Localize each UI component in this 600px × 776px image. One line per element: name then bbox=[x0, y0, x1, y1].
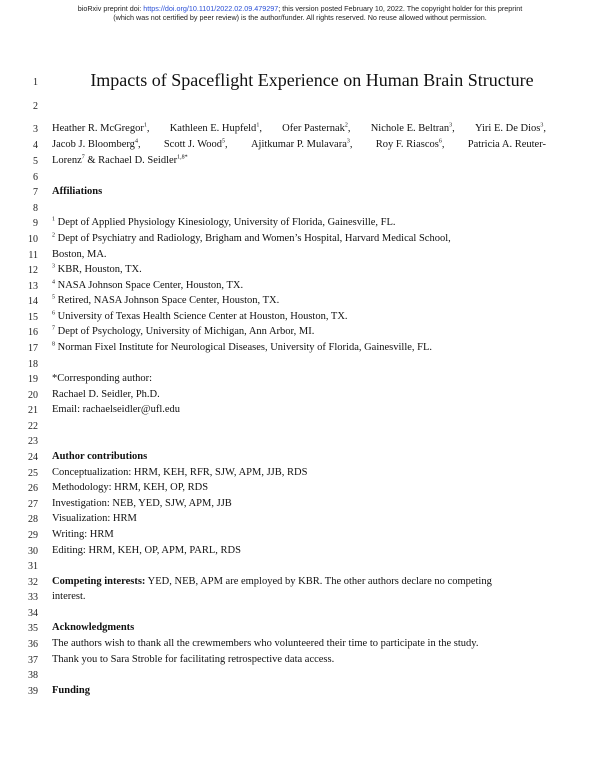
affiliation-item: $^6$ University of Texas Health Science Center at Houston, Houston, TX. bbox=[52, 310, 348, 322]
contribution-item: Methodology: HRM, KEH, OP, RDS bbox=[52, 482, 209, 493]
acknowledgments-text: The authors wish to thank all the crewmembers who volunteered their time to participate in the study. bbox=[52, 638, 479, 649]
line-number: 20 bbox=[28, 390, 38, 401]
line-number: 5 bbox=[33, 156, 38, 167]
line-number: 34 bbox=[28, 608, 38, 619]
author: Ofer Pasternak$^2$, bbox=[282, 122, 351, 134]
line-number: 1 bbox=[33, 77, 38, 88]
contribution-item: Investigation: NEB, YED, SJW, APM, JJB bbox=[52, 498, 232, 509]
corresponding-email[interactable]: Email: rachaelseidler@ufl.edu bbox=[52, 404, 181, 415]
author: Scott J. Wood$^5$, bbox=[163, 138, 228, 150]
line-number: 38 bbox=[28, 670, 38, 681]
line-number: 8 bbox=[33, 203, 38, 214]
line-number: 27 bbox=[28, 499, 38, 510]
affiliations-heading: Affiliations bbox=[52, 186, 103, 197]
affiliation-item: $^5$ Retired, NASA Johnson Space Center, Houston, TX. bbox=[52, 294, 280, 306]
line-number: 36 bbox=[28, 639, 38, 650]
line-number: 24 bbox=[28, 452, 38, 463]
author: Ajitkumar P. Mulavara$^3$, bbox=[250, 138, 353, 150]
acknowledgments-text: Thank you to Sara Stroble for facilitating retrospective data access. bbox=[52, 654, 335, 665]
contributions-heading: Author contributions bbox=[52, 451, 148, 462]
competing-interests: Competing interests: YED, NEB, APM are employed by KBR. The other authors declare no competing bbox=[52, 576, 492, 587]
line-number: 31 bbox=[28, 561, 38, 572]
line-number: 11 bbox=[28, 250, 38, 261]
line-number: 13 bbox=[28, 281, 38, 292]
line-number: 2 bbox=[33, 101, 38, 112]
corresponding-label: *Corresponding author: bbox=[52, 373, 153, 384]
line-number: 33 bbox=[28, 592, 38, 603]
line-number: 26 bbox=[28, 483, 38, 494]
author: Kathleen E. Hupfeld$^1$, bbox=[169, 122, 262, 134]
competing-heading: Competing interests: bbox=[52, 576, 146, 587]
author: Yiri E. De Dios$^3$, bbox=[475, 122, 546, 134]
doi-link[interactable]: https://doi.org/10.1101/2022.02.09.479297 bbox=[143, 4, 279, 13]
header-line2: (which was not certified by peer review) is the author/funder. All rights reserved. No reuse allowed without permission. bbox=[113, 13, 487, 22]
affiliation-item-cont: Boston, MA. bbox=[52, 249, 107, 260]
preprint-header bbox=[0, 4, 600, 22]
header-suffix: ; this version posted February 10, 2022. The copyright holder for this preprint bbox=[278, 4, 523, 13]
author: Roy F. Riascos$^6$, bbox=[375, 138, 445, 150]
line-number: 14 bbox=[28, 296, 38, 307]
line-number: 10 bbox=[28, 234, 38, 245]
contribution-item: Writing: HRM bbox=[52, 529, 114, 540]
line-number: 37 bbox=[28, 655, 38, 666]
competing-cont: interest. bbox=[52, 591, 86, 602]
line-number: 18 bbox=[28, 359, 38, 370]
line-number: 28 bbox=[28, 514, 38, 525]
funding-heading: Funding bbox=[52, 685, 90, 696]
acknowledgments-heading: Acknowledgments bbox=[52, 622, 135, 633]
line-number: 22 bbox=[28, 421, 38, 432]
line-number: 3 bbox=[33, 124, 38, 135]
affiliation-item: $^4$ NASA Johnson Space Center, Houston, TX. bbox=[52, 279, 244, 291]
affiliation-item: $^2$ Dept of Psychiatry and Radiology, Brigham and Women’s Hospital, Harvard Medical School, bbox=[52, 232, 451, 244]
contribution-item: Conceptualization: HRM, KEH, RFR, SJW, APM, JJB, RDS bbox=[52, 467, 308, 478]
line-number: 21 bbox=[28, 405, 38, 416]
line-number: 19 bbox=[28, 374, 38, 385]
author-line-3: Lorenz$^7$ & Rachael D. Seidler$^{1,8*}$ bbox=[52, 154, 188, 166]
line-number: 15 bbox=[28, 312, 38, 323]
author: Rachael D. Seidler$^{1,8*}$ bbox=[98, 154, 188, 166]
contribution-item: Editing: HRM, KEH, OP, APM, PARL, RDS bbox=[52, 545, 241, 556]
affiliation-item: $^3$ KBR, Houston, TX. bbox=[52, 263, 142, 275]
affiliation-item: $^1$ Dept of Applied Physiology Kinesiology, University of Florida, Gainesville, FL. bbox=[52, 216, 396, 228]
line-number: 39 bbox=[28, 686, 38, 697]
author: Heather R. McGregor$^1$, bbox=[52, 122, 150, 134]
line-number: 16 bbox=[28, 327, 38, 338]
author: Patricia A. Reuter- bbox=[467, 139, 546, 150]
author-line-2 bbox=[52, 139, 546, 150]
line-number: 35 bbox=[28, 623, 38, 634]
line-number: 29 bbox=[28, 530, 38, 541]
contribution-item: Visualization: HRM bbox=[52, 513, 137, 524]
line-number: 4 bbox=[33, 140, 38, 151]
author: Lorenz$^7$ bbox=[52, 154, 85, 166]
line-number: 7 bbox=[33, 187, 38, 198]
line-number: 32 bbox=[28, 577, 38, 588]
corresponding-name: Rachael D. Seidler, Ph.D. bbox=[52, 389, 160, 400]
line-number: 23 bbox=[28, 436, 38, 447]
line-number: 12 bbox=[28, 265, 38, 276]
line-number: 30 bbox=[28, 546, 38, 557]
author: Nichole E. Beltran$^3$, bbox=[370, 122, 455, 134]
header-prefix: bioRxiv preprint doi: bbox=[77, 4, 144, 13]
author: Jacob J. Bloomberg$^4$, bbox=[52, 138, 141, 150]
author-line-1 bbox=[52, 123, 546, 134]
line-number: 17 bbox=[28, 343, 38, 354]
line-number: 25 bbox=[28, 468, 38, 479]
line-number: 6 bbox=[33, 172, 38, 183]
affiliation-item: $^8$ Norman Fixel Institute for Neurological Diseases, University of Florida, Gainesville, FL. bbox=[52, 341, 433, 353]
paper-title: Impacts of Spaceflight Experience on Human Brain Structure bbox=[90, 70, 534, 90]
line-number: 9 bbox=[33, 218, 38, 229]
affiliation-item: $^7$ Dept of Psychology, University of Michigan, Ann Arbor, MI. bbox=[52, 325, 315, 337]
